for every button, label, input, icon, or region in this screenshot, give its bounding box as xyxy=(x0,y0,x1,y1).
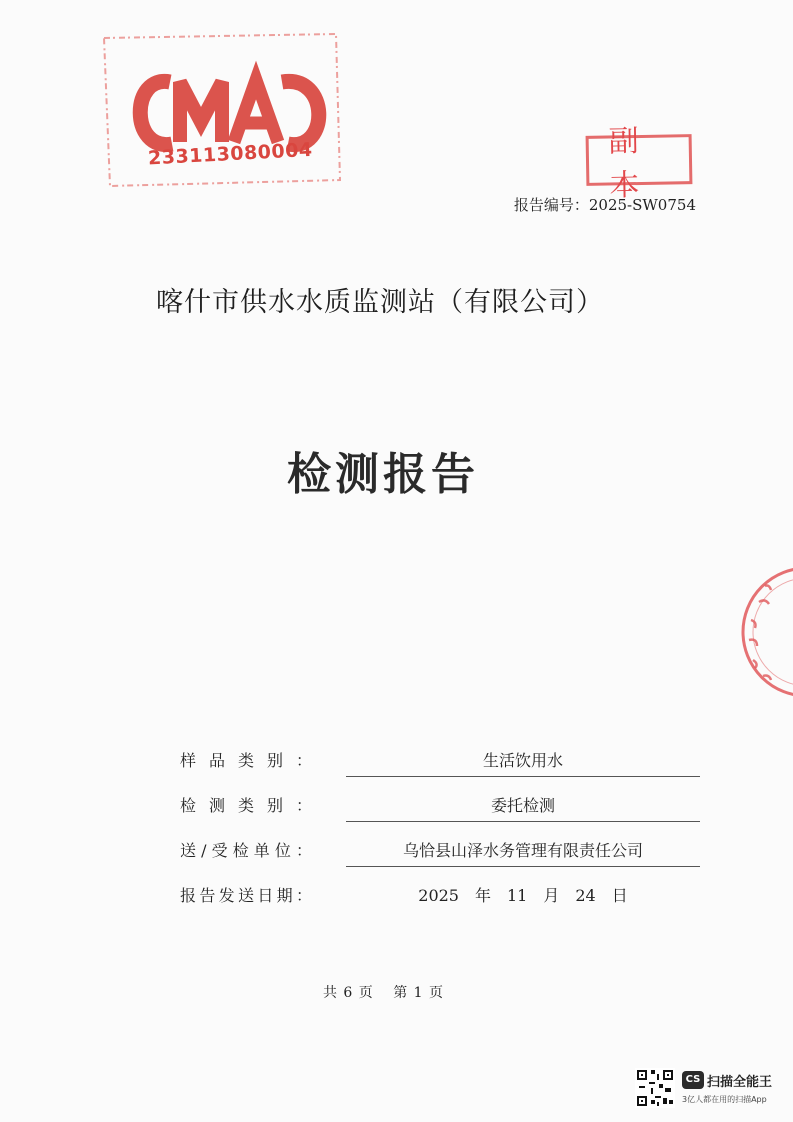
report-date-label: 报告发送日期： xyxy=(180,886,312,905)
info-row-client xyxy=(0,826,793,870)
page-counter: 共 6 页 第 1 页 xyxy=(322,985,444,1001)
camscanner-logo: CS xyxy=(682,1071,704,1089)
document-title: 检测报告 xyxy=(287,449,479,500)
info-row-report-date xyxy=(0,871,793,915)
info-row-test-type xyxy=(0,781,793,825)
qr-code-icon xyxy=(635,1068,675,1108)
camscanner-slogan: 3亿人都在用的扫描App xyxy=(682,1095,767,1104)
report-number: 报告编号：2025-SW0754 xyxy=(513,196,696,214)
info-row-sample-type xyxy=(0,736,793,780)
report-date-value: 2025 年 11 月 24 日 xyxy=(418,886,628,905)
underline xyxy=(346,776,700,777)
copy-stamp xyxy=(586,123,693,204)
test-type-value: 委托检测 xyxy=(490,796,555,815)
test-type-label: 检测类别： xyxy=(180,796,312,815)
copy-stamp-label: 副本 xyxy=(608,123,660,204)
underline xyxy=(346,821,700,822)
cma-stamp-icon xyxy=(100,30,350,200)
organization-name: 喀什市供水水质监测站（有限公司） xyxy=(156,287,604,318)
sample-type-value: 生活饮用水 xyxy=(482,751,563,770)
sample-type-label: 样品类别： xyxy=(180,751,312,770)
client-label: 送/受检单位： xyxy=(180,841,312,860)
official-seal-icon xyxy=(735,562,793,702)
camscanner-app-name: 扫描全能王 xyxy=(707,1075,773,1090)
cma-certificate-number: 233113080004 xyxy=(147,138,314,170)
client-value: 乌恰县山泽水务管理有限责任公司 xyxy=(402,841,643,860)
underline xyxy=(346,866,700,867)
